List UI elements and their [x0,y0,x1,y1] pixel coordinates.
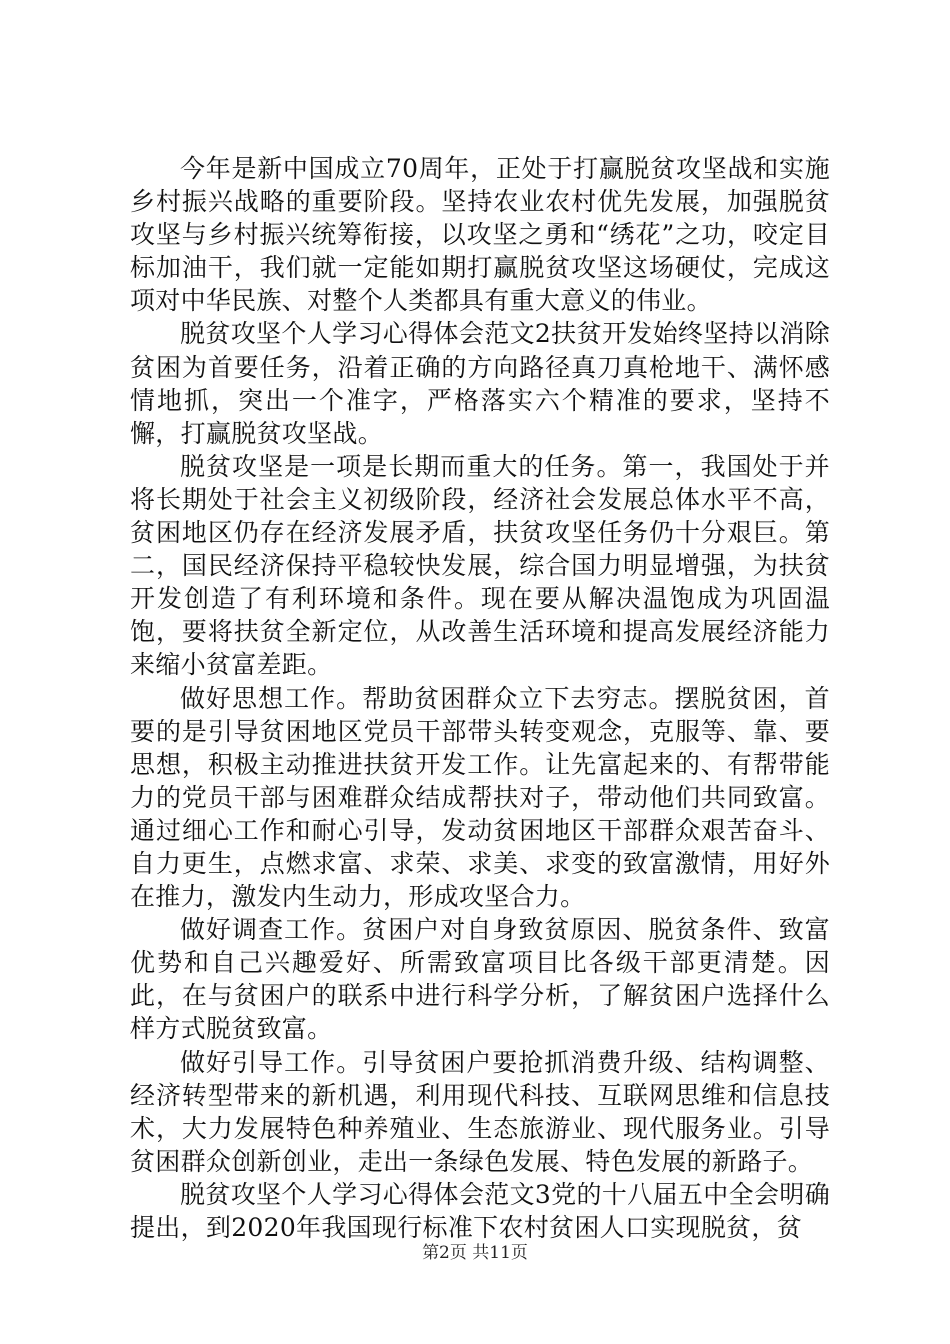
paragraph-1: 今年是新中国成立70周年，正处于打赢脱贫攻坚战和实施乡村振兴战略的重要阶段。坚持农业农村优先发展，加强脱贫攻坚与乡村振兴统筹衔接，以攻坚之勇和“绣花”之功，咬定目标加油干，我们就一定能如期打赢脱贫攻坚这场硬仗，完成这项对中华民族、对整个人类都具有重大意义的伟业。 [130,154,830,316]
document-body [130,152,830,1244]
paragraph-3: 脱贫攻坚是一项是长期而重大的任务。第一，我国处于并将长期处于社会主义初级阶段，经济社会发展总体水平不高，贫困地区仍存在经济发展矛盾，扶贫攻坚任务仍十分艰巨。第二，国民经济保持平稳较快发展，综合国力明显增强，为扶贫开发创造了有利环境和条件。现在要从解决温饱成为巩固温饱，要将扶贫全新定位，从改善生活环境和提高发展经济能力来缩小贫富差距。 [130,451,830,680]
paragraph-2: 脱贫攻坚个人学习心得体会范文2扶贫开发始终坚持以消除贫困为首要任务，沿着正确的方向路径真刀真枪地干、满怀感情地抓，突出一个准字，严格落实六个精准的要求，坚持不懈，打赢脱贫攻坚战。 [130,319,830,448]
paragraph-4: 做好思想工作。帮助贫困群众立下去穷志。摆脱贫困，首要的是引导贫困地区党员干部带头转变观念，克服等、靠、要思想，积极主动推进扶贫开发工作。让先富起来的、有帮带能力的党员干部与困难群众结成帮扶对子，带动他们共同致富。通过细心工作和耐心引导，发动贫困地区干部群众艰苦奋斗、自力更生，点燃求富、求荣、求美、求变的致富激情，用好外在推力，激发内生动力，形成攻坚合力。 [130,683,830,912]
paragraph-6: 做好引导工作。引导贫困户要抢抓消费升级、结构调整、经济转型带来的新机遇，利用现代科技、互联网思维和信息技术，大力发展特色种养殖业、生态旅游业、现代服务业。引导贫困群众创新创业，走出一条绿色发展、特色发展的新路子。 [130,1047,830,1176]
paragraph-5: 做好调查工作。贫困户对自身致贫原因、脱贫条件、致富优势和自己兴趣爱好、所需致富项目比各级干部更清楚。因此，在与贫困户的联系中进行科学分析，了解贫困户选择什么样方式脱贫致富。 [130,915,830,1044]
page-number-footer: 第2页 共11页 [422,1243,528,1263]
paragraph-7: 脱贫攻坚个人学习心得体会范文3党的十八届五中全会明确提出，到2020年我国现行标准下农村贫困人口实现脱贫，贫 [130,1179,830,1242]
